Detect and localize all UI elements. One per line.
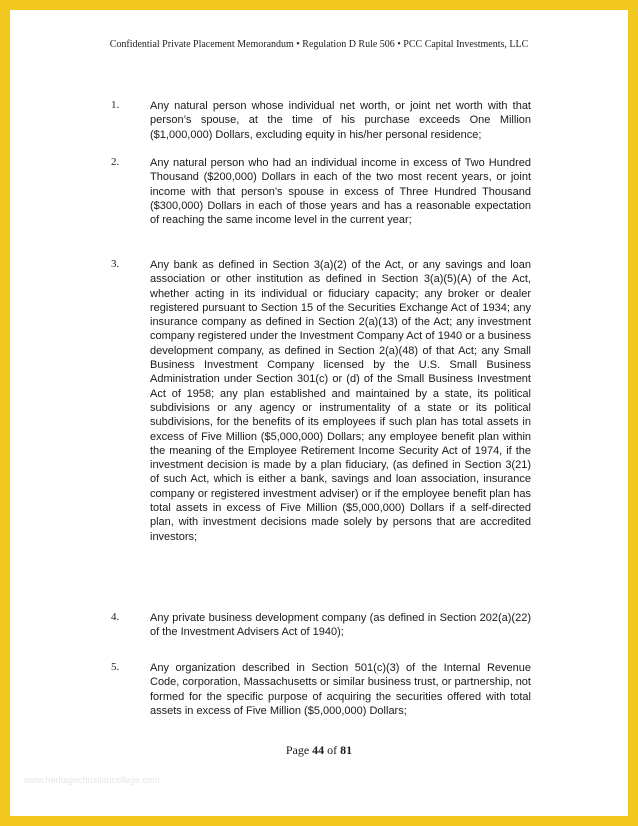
page-current: 44 bbox=[312, 743, 325, 757]
list-item-number: 3. bbox=[111, 258, 120, 270]
list-item-text: Any natural person who had an individual income in excess of Two Hundred Thousand ($200,000) Dollars in each of the two most recent years, or joint income with that person’s spouse in excess of Three Hundred Thousand ($300,000) Dollars in each of those years and has a reasonable expectation of reaching the same income level in the current year; bbox=[150, 157, 531, 227]
list-item-text: Any natural person whose individual net worth, or joint net worth with that person’s spouse, at the time of his purchase exceeds One Million ($1,000,000) Dollars, excluding equity in his/her personal residence; bbox=[150, 100, 531, 141]
page-of: of bbox=[324, 743, 341, 757]
list-item-number: 1. bbox=[111, 99, 120, 111]
list-item-text: Any private business development company (as defined in Section 202(a)(22) of the Investment Advisers Act of 1940); bbox=[150, 612, 531, 639]
list-item-number: 2. bbox=[111, 156, 120, 168]
page-prefix: Page bbox=[285, 743, 313, 757]
list-item-text: Any organization described in Section 501(c)(3) of the Internal Revenue Code, corporation, Massachusetts or similar business trust, or partnership, not formed for the specific purpose of acquiring the securities offered with total assets in excess of Five Million ($5,000,000) Dollars; bbox=[150, 662, 531, 717]
accredited-investor-list bbox=[10, 10, 628, 816]
page-number bbox=[10, 743, 628, 758]
watermark: www.heritagechristiancollege.com bbox=[24, 775, 160, 785]
page-total: 81 bbox=[340, 743, 353, 757]
document-page bbox=[10, 10, 628, 816]
document-header: Confidential Private Placement Memorandum • Regulation D Rule 506 • PCC Capital Investments, LLC bbox=[109, 39, 529, 50]
list-item-number: 5. bbox=[111, 661, 120, 673]
list-item-text: Any bank as defined in Section 3(a)(2) of the Act, or any savings and loan association or other institution as defined in Section 3(a)(5)(A) of the Act, whether acting in its individual or fiduciary capacity; any broker or dealer registered pursuant to Section 15 of the Securities Exchange Act of 1934; any insurance company as defined in Section 2(a)(13) of the Act; any investment company registered under the Investment Company Act of 1940 or a business development company, as defined in Section 2(a)(48) of that Act; any Small Business Investment Company licensed by the U.S. Small Business Administration under Section 301(c) or (d) of the Small Business Investment Act of 1958; any plan established and maintained by a state, its political subdivisions or any agency or instrumentality of a state or its political subdivisions, for the benefits of its employees if such plan has total assets in excess of Five Million ($5,000,000) Dollars; any employee benefit plan within the meaning of the Employee Retirement Income Security Act of 1974, if the investment decision is made by a plan fiduciary, (as defined in Section 3(21) of such Act, which is either a bank, savings and loan association, insurance company or registered investment adviser) or if the employee benefit plan has total assets in excess of Five Million ($5,000,000) Dollars if a self-directed plan, with investment decisions made solely by persons that are accredited investors; bbox=[150, 259, 531, 543]
list-item-number: 4. bbox=[111, 611, 120, 623]
